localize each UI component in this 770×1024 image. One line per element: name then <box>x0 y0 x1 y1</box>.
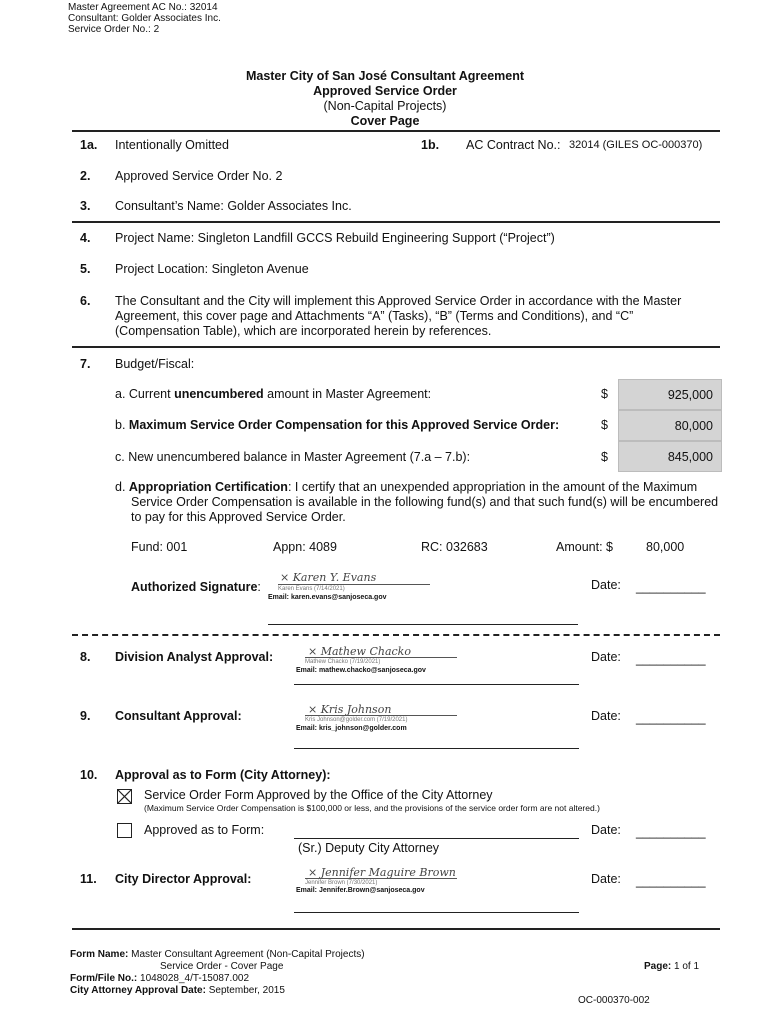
date-field[interactable]: __________ <box>636 580 706 594</box>
signature-underline <box>294 912 579 913</box>
form-approved-text: Service Order Form Approved by the Office of the City Attorney <box>144 788 493 802</box>
divider <box>72 928 720 930</box>
item-number: 5. <box>80 262 91 276</box>
item-number: 9. <box>80 709 91 723</box>
signature-underline <box>268 624 578 625</box>
currency-symbol: $ <box>601 450 608 464</box>
document-subtitle: Approved Service Order <box>313 84 457 98</box>
budget-line-a: a. Current unencumbered amount in Master Agreement: <box>115 387 432 401</box>
item-number: 7. <box>80 357 91 371</box>
date-label: Date: <box>591 709 621 723</box>
city-director-label: City Director Approval: <box>115 872 252 886</box>
project-name: Project Name: Singleton Landfill GCCS Rebuild Engineering Support (“Project”) <box>115 231 555 245</box>
attorney-signature-line <box>294 838 579 839</box>
currency-symbol: $ <box>601 418 608 432</box>
item-number: 6. <box>80 294 91 308</box>
agreement-number: Master Agreement AC No.: 32014 <box>68 2 218 13</box>
date-field[interactable]: __________ <box>636 874 706 888</box>
date-label: Date: <box>591 578 621 592</box>
project-location: Project Location: Singleton Avenue <box>115 262 309 276</box>
current-unencumbered-amount: 925,000 <box>618 379 722 410</box>
signature-line <box>305 878 457 879</box>
currency-symbol: $ <box>601 387 608 401</box>
consultant-name: Consultant’s Name: Golder Associates Inc. <box>115 199 352 213</box>
approved-as-to-form-text: Approved as to Form: <box>144 823 265 837</box>
consultant-approval-label: Consultant Approval: <box>115 709 242 723</box>
signature-underline <box>294 748 579 749</box>
item-number: 2. <box>80 169 91 183</box>
date-field[interactable]: __________ <box>636 652 706 666</box>
item-number: 11. <box>80 872 97 886</box>
document-id: OC-000370-002 <box>578 995 650 1006</box>
signer-email: Email: karen.evans@sanjoseca.gov <box>268 594 387 601</box>
fund-code: Fund: 001 <box>131 540 188 554</box>
signature-karen-evans: × Karen Y. Evans <box>280 571 377 584</box>
item-number: 1b. <box>421 138 440 152</box>
signature-underline <box>294 684 579 685</box>
form-file-number: Form/File No.: 1048028_4/T-15087.002 <box>70 973 250 984</box>
signature-caption: Karen Evans (7/14/2021) <box>278 586 345 592</box>
form-approved-checkbox[interactable] <box>117 789 132 804</box>
form-name-line2: Service Order - Cover Page <box>160 961 284 972</box>
signature-line <box>305 657 457 658</box>
amount-label: Amount: $ <box>556 540 613 554</box>
authorized-signature-label: Authorized Signature: <box>131 580 261 594</box>
contract-number-label: AC Contract No.: <box>466 138 561 152</box>
appn-code: Appn: 4089 <box>273 540 337 554</box>
new-balance-amount: 845,000 <box>618 441 722 472</box>
approved-as-to-form-checkbox[interactable] <box>117 823 132 838</box>
cover-page-label: Cover Page <box>350 114 420 128</box>
budget-heading: Budget/Fiscal: <box>115 357 195 371</box>
signature-caption: Kris Johnson@golder.com (7/19/2021) <box>305 717 408 723</box>
budget-line-b: b. Maximum Service Order Compensation for this Approved Service Order: <box>115 418 560 432</box>
deputy-city-attorney-label: (Sr.) Deputy City Attorney <box>298 841 440 855</box>
divider <box>72 346 720 348</box>
city-attorney-label: Approval as to Form (City Attorney): <box>115 768 331 782</box>
service-order-text: Approved Service Order No. 2 <box>115 169 283 183</box>
signer-email: Email: kris_johnson@golder.com <box>296 725 407 732</box>
form-name: Form Name: Master Consultant Agreement (Non-Capital Projects) <box>70 949 365 960</box>
consultant-name-header: Consultant: Golder Associates Inc. <box>68 13 221 24</box>
rc-code: RC: 032683 <box>421 540 488 554</box>
signer-email: Email: mathew.chacko@sanjoseca.gov <box>296 667 426 674</box>
signature-caption: Mathew Chacko (7/19/2021) <box>305 659 381 665</box>
contract-number-value: 32014 (GILES OC-000370) <box>569 139 703 151</box>
signature-caption: Jennifer Brown (7/30/2021) <box>305 880 378 886</box>
signature-mathew-chacko: × Mathew Chacko <box>308 645 411 658</box>
date-label: Date: <box>591 650 621 664</box>
divider <box>72 221 720 223</box>
item-number: 4. <box>80 231 91 245</box>
document-type: (Non-Capital Projects) <box>323 99 447 113</box>
item-1a-text: Intentionally Omitted <box>115 138 229 152</box>
date-field[interactable]: __________ <box>636 825 706 839</box>
document-title: Master City of San José Consultant Agreement <box>245 69 525 83</box>
divider <box>72 130 720 132</box>
signature-line <box>278 584 430 585</box>
form-approved-note: (Maximum Service Order Compensation is $100,000 or less, and the provisions of the service order form are not altered.) <box>144 803 600 813</box>
signer-email: Email: Jennifer.Brown@sanjoseca.gov <box>296 887 425 894</box>
service-order-number: Service Order No.: 2 <box>68 24 160 35</box>
checkmark-x-icon <box>117 789 132 804</box>
signature-line <box>305 715 457 716</box>
date-label: Date: <box>591 823 621 837</box>
signature-kris-johnson: × Kris Johnson <box>308 703 392 716</box>
date-field[interactable]: __________ <box>636 711 706 725</box>
appropriation-certification: d. Appropriation Certification: I certify that an unexpended appropriation in the amount of the Maximum Service Order Compensation is available in the following fund(s) and that such fund(s) will be encumbered to pay for this Approved Service Order. <box>115 480 719 524</box>
budget-line-c: c. New unencumbered balance in Master Agreement (7.a – 7.b): <box>115 450 471 464</box>
city-attorney-approval-date: City Attorney Approval Date: September, 2015 <box>70 985 285 996</box>
item-number: 8. <box>80 650 91 664</box>
max-compensation-amount: 80,000 <box>618 410 722 441</box>
page-number: Page: 1 of 1 <box>644 961 700 972</box>
divider <box>72 634 720 636</box>
implementation-paragraph: The Consultant and the City will implement this Approved Service Order in accordance with the Master Agreement, this cover page and Attachments “A” (Tasks), “B” (Terms and Conditions), and “C” (Compensation Table), which are incorporated herein by references. <box>115 294 682 338</box>
amount-value: 80,000 <box>646 540 685 554</box>
item-number: 3. <box>80 199 91 213</box>
item-number: 1a. <box>80 138 98 152</box>
signature-jennifer-brown: × Jennifer Maguire Brown <box>308 866 456 879</box>
date-label: Date: <box>591 872 621 886</box>
item-number: 10. <box>80 768 98 782</box>
division-analyst-label: Division Analyst Approval: <box>115 650 274 664</box>
